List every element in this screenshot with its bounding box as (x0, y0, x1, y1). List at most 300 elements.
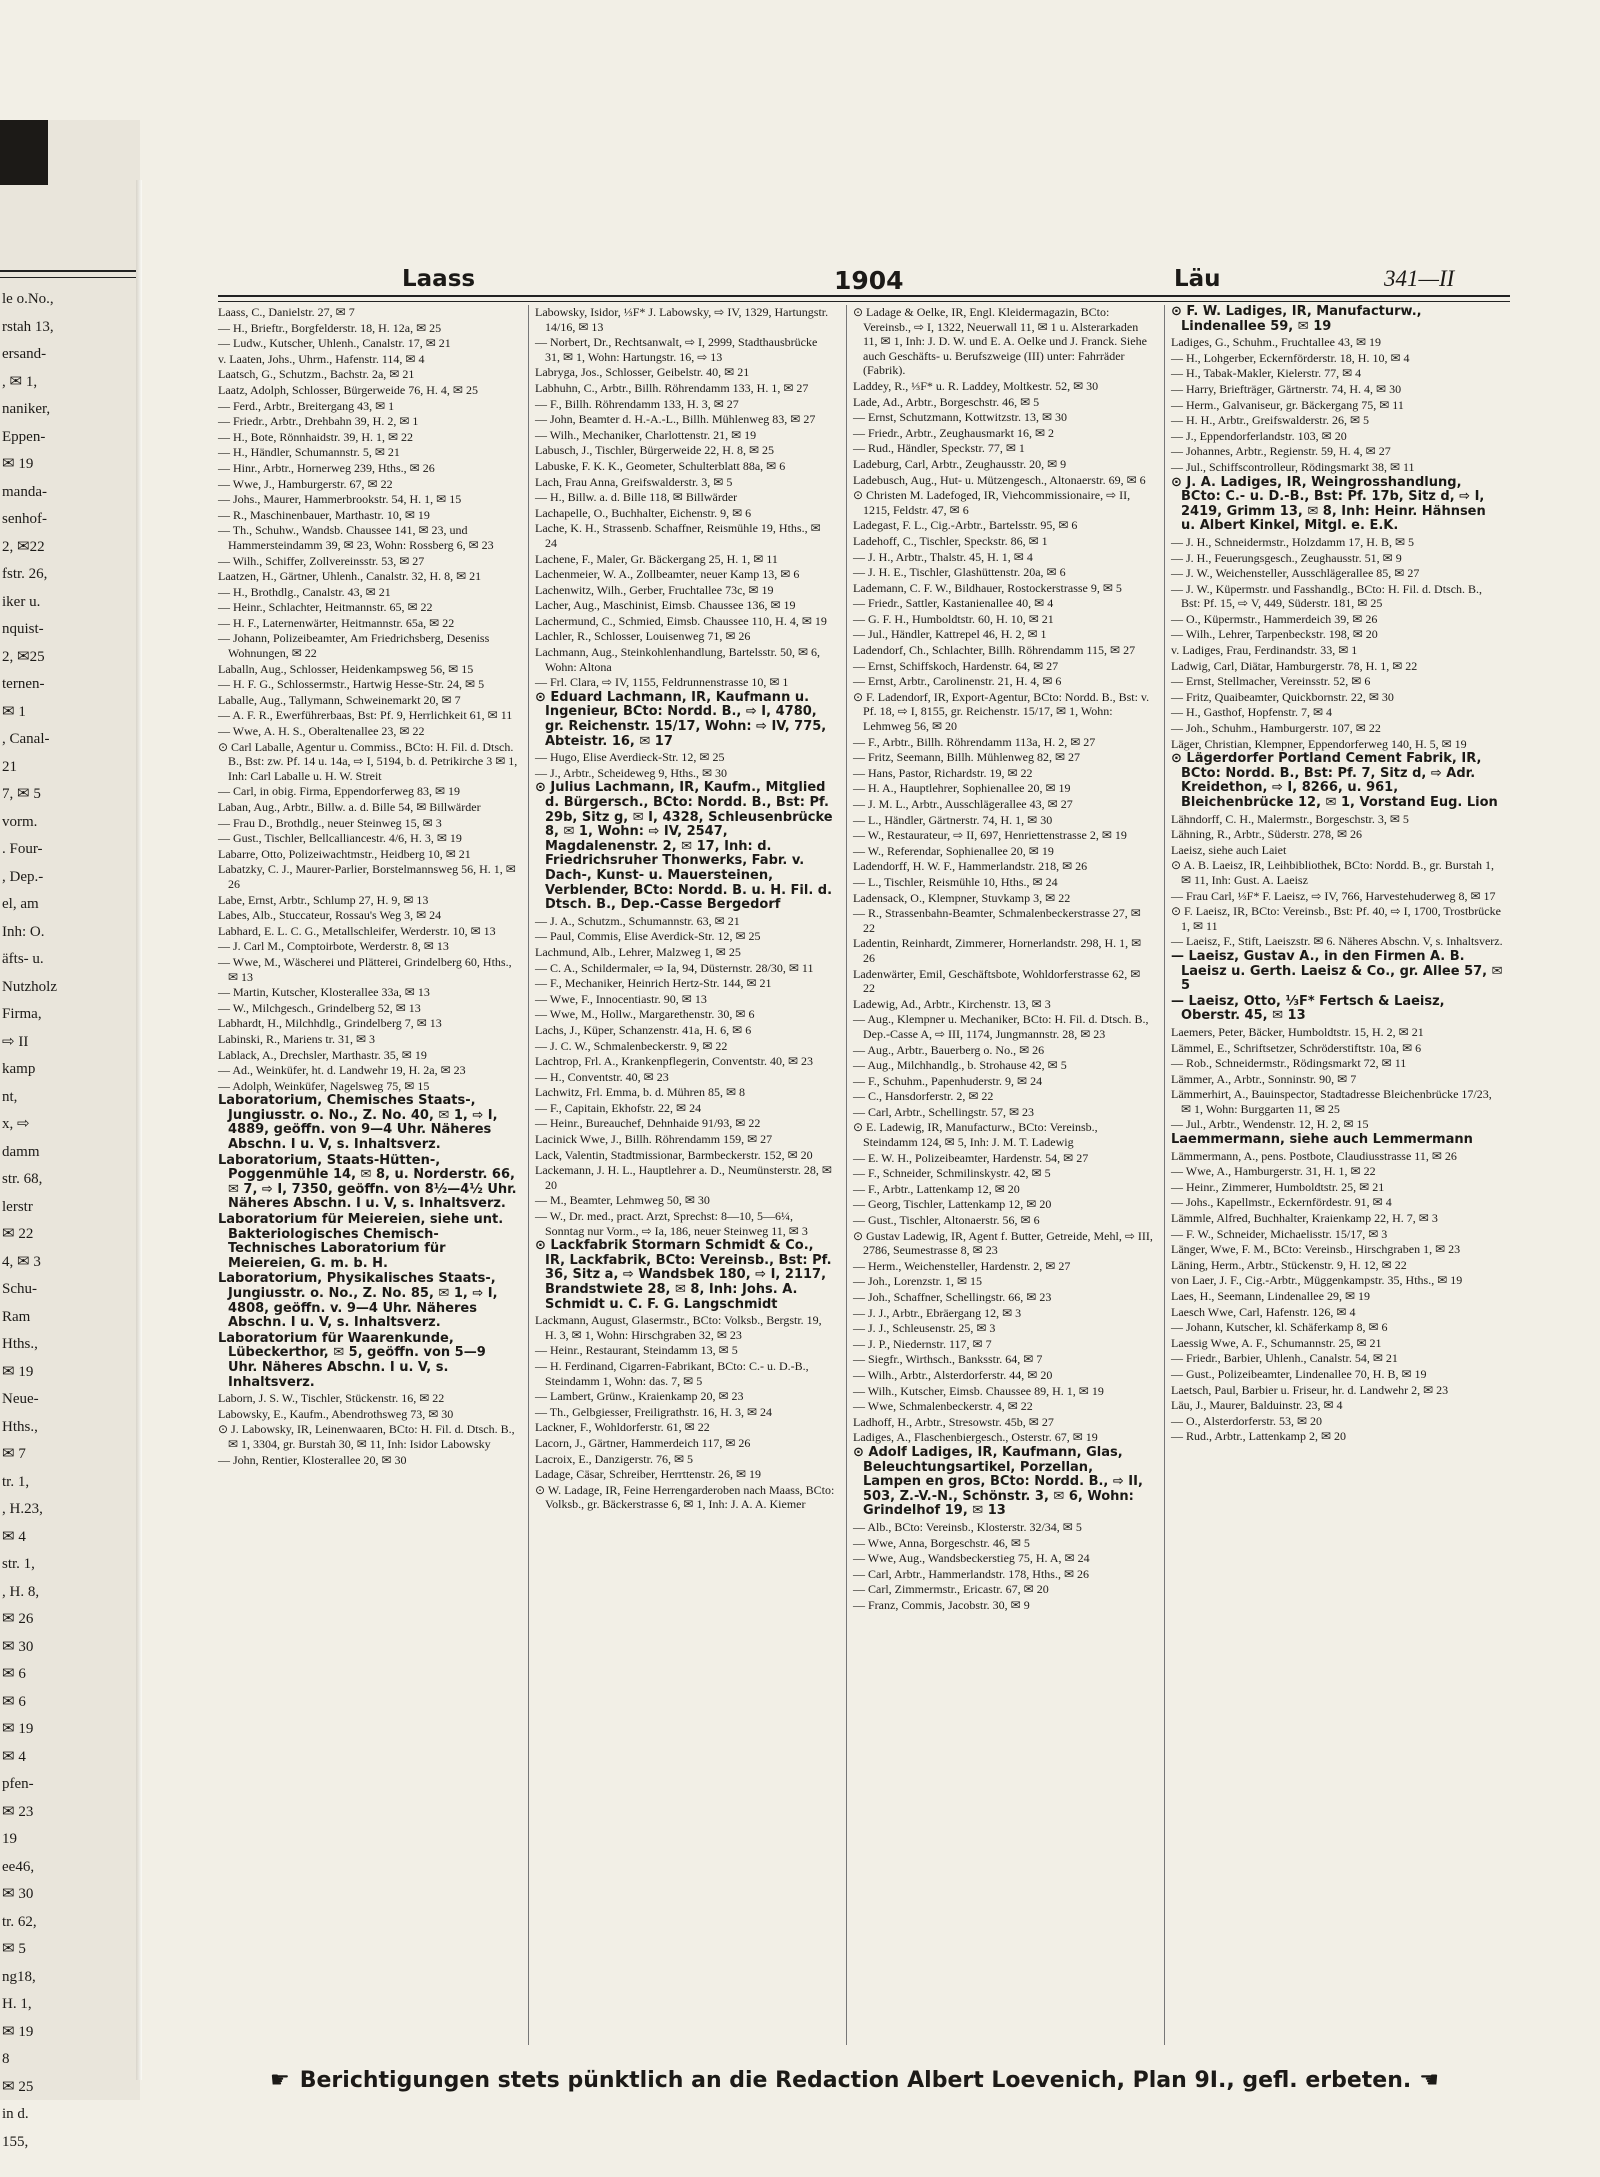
directory-entry: Lähning, R., Arbtr., Süderstr. 278, ✉ 26 (1171, 827, 1363, 842)
left-fragment-line: tr. 62, (2, 1913, 37, 1930)
left-fragment-line: , Canal- (2, 731, 50, 747)
directory-entry: — Wilh., Schiffer, Zollvereinsstr. 53, ✉ 27 (218, 553, 425, 568)
left-fragment-line: x, ⇨ (2, 1116, 30, 1132)
directory-entry: Lachs, J., Küper, Schanzenstr. 41a, H. 6, ✉ 6 (535, 1022, 752, 1037)
directory-column-1 (218, 305, 518, 2045)
directory-entry: Lachtrop, Frl. A., Krankenpflegerin, Conventstr. 40, ✉ 23 (535, 1054, 814, 1069)
directory-entry: — Carl, in obig. Firma, Eppendorferweg 83, ✉ 19 (218, 784, 461, 799)
directory-entry: — G. F. H., Humboldtstr. 60, H. 10, ✉ 21 (853, 611, 1054, 626)
directory-entry: Lachmund, Alb., Lehrer, Malzweg 1, ✉ 25 (535, 944, 741, 959)
directory-entry: — Aug., Milchhandlg., b. Strohause 42, ✉ 5 (853, 1058, 1067, 1073)
left-fragment-line: Hths., (2, 1336, 38, 1352)
directory-entry: — M., Beamter, Lehmweg 50, ✉ 30 (535, 1193, 710, 1208)
left-page-fragment (0, 120, 140, 2150)
directory-column-3 (846, 305, 1153, 2045)
left-fragment-line: 7, ✉ 5 (2, 786, 41, 802)
directory-entry: — Frau D., Brothdlg., neuer Steinweg 15, ✉ 3 (218, 815, 442, 830)
directory-entry: — Wwe, M., Hollw., Margarethenstr. 30, ✉ 6 (535, 1007, 755, 1022)
directory-entry: — H., Bote, Rönnhaidstr. 39, H. 1, ✉ 22 (218, 429, 414, 444)
directory-entry: Laessig Wwe, A. F., Schumannstr. 25, ✉ 21 (1171, 1335, 1382, 1350)
left-fragment-line: ersand- (2, 346, 47, 362)
directory-entry: ⊙ Carl Laballe, Agentur u. Commiss., BCto: H. Fil. d. Dtsch. B., Bst: zw. Pf. 14 u. 14a, ⇨ I, 5194, b. d. Petrikirche 3 ✉ 1, Inh: Carl Laballe u. H. W. Streit (218, 739, 518, 783)
directory-entry: — Wwe, J., Hamburgerstr. 67, ✉ 22 (218, 476, 393, 491)
header-year: 1904 (834, 266, 904, 295)
directory-entry: — H., Lohgerber, Eckernförderstr. 18, H. 10, ✉ 4 (1171, 350, 1410, 365)
directory-entry: Laboratorium für Waarenkunde, Lübeckerthor, ✉ 5, geöffn. von 5—9 Uhr. Näheres Abschn. I u. V, s. Inhaltsverz. (218, 1330, 486, 1390)
left-fragment-line: iker u. (2, 593, 41, 610)
directory-entry: Laesch Wwe, Carl, Hafenstr. 126, ✉ 4 (1171, 1304, 1356, 1319)
directory-entry: — E. W. H., Polizeibeamter, Hardenstr. 54, ✉ 27 (853, 1150, 1089, 1165)
directory-entry: v. Ladiges, Frau, Ferdinandstr. 33, ✉ 1 (1171, 643, 1358, 658)
left-fragment-line: ee46, (2, 1858, 35, 1875)
left-fragment-line: Nutzholz (2, 978, 57, 995)
left-fragment-line: fstr. 26, (2, 566, 48, 582)
directory-entry: — Franz, Commis, Jacobstr. 30, ✉ 9 (853, 1597, 1030, 1612)
directory-entry: — Johs., Maurer, Hammerbrookstr. 54, H. 1, ✉ 15 (218, 492, 462, 507)
directory-entry: — Martin, Kutscher, Klosterallee 33a, ✉ 13 (218, 985, 430, 1000)
directory-entry: — W., Referendar, Sophienallee 20, ✉ 19 (853, 843, 1054, 858)
header-left-word: Laass (402, 266, 476, 292)
directory-entry: Lacher, Aug., Maschinist, Eimsb. Chaussee 136, ✉ 19 (535, 598, 796, 613)
left-fragment-line: 19 (2, 1831, 17, 1847)
directory-entry: Ladwig, Carl, Diätar, Hamburgerstr. 78, H. 1, ✉ 22 (1171, 658, 1418, 673)
header-rule (218, 295, 1510, 302)
directory-entry: — F., Schuhm., Papenhuderstr. 9, ✉ 24 (853, 1073, 1043, 1088)
directory-entry: — Rob., Schneidermstr., Rödingsmarkt 72, ✉ 11 (1171, 1056, 1407, 1071)
directory-entry: — Frl. Clara, ⇨ IV, 1155, Feldrunnenstrasse 10, ✉ 1 (535, 675, 789, 690)
directory-entry: Lachenwitz, Wilh., Gerber, Fruchtallee 73c, ✉ 19 (535, 582, 774, 597)
directory-entry: Lachenmeier, W. A., Zollbeamter, neuer Kamp 13, ✉ 6 (535, 567, 800, 582)
directory-entry: — Ludw., Kutscher, Uhlenh., Canalstr. 17, ✉ 21 (218, 336, 451, 351)
directory-entry: — Wilh., Kutscher, Eimsb. Chaussee 89, H. 1, ✉ 19 (853, 1383, 1104, 1398)
directory-entry: — Th., Gelbgiesser, Freiligrathstr. 16, H. 3, ✉ 24 (535, 1404, 772, 1419)
directory-entry: Lachwitz, Frl. Emma, b. d. Mühren 85, ✉ 8 (535, 1085, 746, 1100)
left-fragment-line: Inh: O. (2, 923, 45, 940)
left-fragment-line: ✉ 19 (2, 1363, 34, 1380)
directory-entry: ⊙ F. Ladendorf, IR, Export-Agentur, BCto: Nordd. B., Bst: v. Pf. 18, ⇨ I, 8155, gr. Reichenstr. 15/17, ✉ 1, Wohn: Lehmweg 56, ✉ 20 (853, 689, 1150, 734)
directory-entry: — J. H. E., Tischler, Glashüttenstr. 20a, ✉ 6 (853, 565, 1066, 580)
footer-notice: Berichtigungen stets pünktlich an die Redaction Albert Loevenich, Plan 9I., gefl. erbeten. (299, 2068, 1412, 2093)
left-fragment-line: Schu- (2, 1281, 37, 1297)
directory-entry: — Ernst, Schutzmann, Kottwitzstr. 13, ✉ 30 (853, 410, 1068, 425)
directory-entry: Ladhoff, H., Arbtr., Stresowstr. 45b, ✉ 27 (853, 1414, 1054, 1429)
left-fragment-line: ✉ 5 (2, 1941, 26, 1957)
directory-entry: — Ernst, Arbtr., Carolinenstr. 21, H. 4, ✉ 6 (853, 674, 1062, 689)
directory-entry: Laemmermann, siehe auch Lemmermann (1171, 1132, 1473, 1148)
directory-entry: Lachler, R., Schlosser, Louisenweg 71, ✉ 26 (535, 629, 751, 644)
directory-column-2 (528, 305, 835, 2045)
left-fragment-line: 2, ✉22 (2, 538, 45, 555)
directory-entry: Lämmermann, A., pens. Postbote, Claudiusstrasse 11, ✉ 26 (1171, 1148, 1457, 1163)
left-fragment-line: äfts- u. (2, 951, 44, 967)
directory-entry: — Joh., Schuhm., Hamburgerstr. 107, ✉ 22 (1171, 721, 1381, 736)
directory-entry: — Wilh., Lehrer, Tarpenbeckstr. 198, ✉ 20 (1171, 627, 1378, 642)
left-fragment-line: ✉ 30 (2, 1886, 34, 1902)
directory-entry: Lacorn, J., Gärtner, Hammerdeich 117, ✉ 26 (535, 1435, 751, 1450)
left-page-dark-mark (0, 120, 48, 185)
directory-column-4 (1164, 305, 1503, 2045)
directory-entry: Läger, Christian, Klempner, Eppendorferweg 140, H. 5, ✉ 19 (1171, 736, 1467, 751)
directory-entry: Labowsky, E., Kaufm., Abendrothsweg 73, ✉ 30 (218, 1406, 454, 1421)
directory-entry: Labryga, Jos., Schlosser, Geibelstr. 40, ✉ 21 (535, 365, 750, 380)
left-fragment-line: ✉ 19 (2, 456, 34, 472)
directory-entry: Laboratorium, Physikalisches Staats-, Jungiusstr. o. No., Z. No. 85, ✉ 1, ⇨ I, 4808, geöffn. v. 9—4 Uhr. Näheres Abschn. I u. V, s. Inhaltsverz. (218, 1271, 498, 1331)
directory-entry: — O., Küpermstr., Hammerdeich 39, ✉ 26 (1171, 611, 1378, 626)
directory-entry: — Carl, Arbtr., Schellingstr. 57, ✉ 23 (853, 1104, 1035, 1119)
directory-entry: Ladage, Cäsar, Schreiber, Herrttenstr. 26, ✉ 19 (535, 1467, 762, 1482)
directory-entry: Lähndorff, C. H., Malermstr., Borgeschstr. 3, ✉ 5 (1171, 811, 1409, 826)
directory-entry: ⊙ Christen M. Ladefoged, IR, Viehcommissionaire, ⇨ II, 1215, Feldstr. 47, ✉ 6 (853, 488, 1131, 517)
left-fragment-line: 4, ✉ 3 (2, 1253, 41, 1270)
directory-entry: — Laeisz, Gustav A., in den Firmen A. B. Laeisz u. Gerth. Laeisz & Co., gr. Allee 57, ✉ 5 (1171, 948, 1503, 994)
directory-entry: Laass, C., Danielstr. 27, ✉ 7 (218, 305, 355, 319)
directory-entry: Labhuhn, C., Arbtr., Billh. Röhrendamm 133, H. 1, ✉ 27 (535, 380, 809, 395)
left-fragment-line: Ram (2, 1308, 31, 1325)
directory-entry: Laatzen, H., Gärtner, Uhlenh., Canalstr. 32, H. 8, ✉ 21 (218, 569, 482, 584)
directory-entry: Lämmer, A., Arbtr., Sonninstr. 90, ✉ 7 (1171, 1071, 1357, 1086)
directory-entry: — Norbert, Dr., Rechtsanwalt, ⇨ I, 2999, Stadthausbrücke 31, ✉ 1, Wohn: Hartungstr. 16, ⇨ 13 (535, 335, 818, 364)
directory-entry: — J. Carl M., Comptoirbote, Werderstr. 8, ✉ 13 (218, 939, 449, 954)
directory-entry: Lackner, F., Wohldorferstr. 61, ✉ 22 (535, 1420, 710, 1435)
directory-entry: — F., Arbtr., Lattenkamp 12, ✉ 20 (853, 1181, 1020, 1196)
directory-entry: — Wwe, Anna, Borgeschstr. 46, ✉ 5 (853, 1535, 1030, 1550)
left-fragment-line: , Dep.- (2, 868, 44, 885)
left-fragment-line: 21 (2, 758, 17, 775)
directory-entry: Laballe, Aug., Tallymann, Schweinemarkt 20, ✉ 7 (218, 692, 461, 707)
directory-entry: — H., Händler, Schumannstr. 5, ✉ 21 (218, 445, 400, 460)
directory-entry: — Gust., Polizeibeamter, Lindenallee 70, H. B, ✉ 19 (1171, 1366, 1427, 1381)
left-fragment-line: ✉ 23 (2, 1803, 34, 1820)
directory-entry: — Siegfr., Wirthsch., Banksstr. 64, ✉ 7 (853, 1352, 1043, 1367)
directory-entry: — J. W., Küpermstr. und Fasshandlg., BCto: H. Fil. d. Dtsch. B., Bst: Pf. 15, ⇨ V, 449, Süderstr. 181, ✉ 25 (1171, 581, 1483, 611)
directory-entry: — Georg, Tischler, Lattenkamp 12, ✉ 20 (853, 1197, 1052, 1212)
directory-entry: — Rud., Händler, Speckstr. 77, ✉ 1 (853, 441, 1025, 456)
directory-entry: — Alb., BCto: Vereinsb., Klosterstr. 32/34, ✉ 5 (853, 1519, 1082, 1534)
left-fragment-line: 8 (2, 2051, 10, 2067)
directory-entry: ⊙ Gustav Ladewig, IR, Agent f. Butter, Getreide, Mehl, ⇨ III, 2786, Seumestrasse 8, ✉ 23 (853, 1228, 1153, 1258)
left-fragment-line: senhof- (2, 511, 47, 527)
directory-entry: — Jul., Arbtr., Wendenstr. 12, H. 2, ✉ 15 (1171, 1117, 1369, 1132)
directory-entry: — W., Milchgesch., Grindelberg 52, ✉ 13 (218, 1000, 421, 1015)
left-fragment-line: ✉ 4 (2, 1528, 26, 1545)
directory-entry: Lache, K. H., Strassenb. Schaffner, Reismühle 19, Hths., ✉ 24 (535, 521, 821, 550)
directory-entry: ⊙ Lägerdorfer Portland Cement Fabrik, IR, BCto: Nordd. B., Bst: Pf. 7, Sitz d, ⇨ Adr. Kreidethon, ⇨ I, 8266, u. 961, Bleichenbrücke 12, ✉ 1, Vorstand Eug. Lion (1171, 751, 1498, 810)
directory-entry: — Joh., Schaffner, Schellingstr. 66, ✉ 23 (853, 1290, 1052, 1304)
left-fragment-line: nquist- (2, 621, 44, 637)
directory-entry: — Johannes, Arbtr., Regienstr. 59, H. 4, ✉ 27 (1171, 444, 1391, 459)
directory-entry: Lämmle, Alfred, Buchhalter, Kraienkamp 22, H. 7, ✉ 3 (1171, 1211, 1438, 1226)
left-fragment-line: ternen- (2, 676, 45, 692)
directory-entry: — J. P., Niedernstr. 117, ✉ 7 (853, 1336, 992, 1351)
directory-entry: — J. J., Schleusenstr. 25, ✉ 3 (853, 1321, 996, 1336)
directory-entry: von Laer, J. F., Cig.-Arbtr., Müggenkampstr. 35, Hths., ✉ 19 (1171, 1273, 1463, 1288)
directory-entry: — Heinr., Bureauchef, Dehnhaide 91/93, ✉ 22 (535, 1116, 761, 1131)
directory-entry: — Lambert, Grünw., Kraienkamp 20, ✉ 23 (535, 1389, 744, 1404)
directory-entry: — F., Billh. Röhrendamm 133, H. 3, ✉ 27 (535, 396, 739, 411)
directory-entry: — Gust., Tischler, Bellcalliancestr. 4/6, H. 3, ✉ 19 (218, 831, 462, 846)
left-fragment-line: Hths., (2, 1418, 38, 1435)
directory-entry: — H., Tabak-Makler, Kielerstr. 77, ✉ 4 (1171, 366, 1362, 381)
directory-entry: — Laeisz, F., Stift, Laeiszstr. ✉ 6. Näheres Abschn. V, s. Inhaltsverz. (1171, 934, 1503, 949)
directory-entry: Laballn, Aug., Schlosser, Heidenkampsweg 56, ✉ 15 (218, 661, 474, 676)
directory-entry: Labhardt, H., Milchhdlg., Grindelberg 7, ✉ 13 (218, 1016, 442, 1031)
directory-entry: — Joh., Lorenzstr. 1, ✉ 15 (853, 1274, 983, 1289)
left-fragment-line: str. 68, (2, 1171, 43, 1187)
left-fragment-line: ✉ 19 (2, 1721, 34, 1737)
directory-entry: — Wwe, F., Innocentiastr. 90, ✉ 13 (535, 991, 707, 1006)
directory-entry: — Wwe, M., Wäscherei und Plätterei, Grindelberg 60, Hths., ✉ 13 (218, 954, 512, 984)
directory-entry: — Carl, Arbtr., Hammerlandstr. 178, Hths., ✉ 26 (853, 1566, 1090, 1581)
directory-entry: — H. F. G., Schlossermstr., Hartwig Hesse-Str. 24, ✉ 5 (218, 677, 485, 692)
directory-entry: ⊙ Julius Lachmann, IR, Kaufm., Mitglied d. Bürgersch., BCto: Nordd. B., Bst: Pf. 29b, Sitz g, ✉ I, 4328, Schleusenbrücke 8, ✉ 1, Wohn: ⇨ IV, 2547, Magdalenenstr. 2, ✉ 17, Inh: d. Friedrichsruher Thonwerks, Fabr. v. Dach-, Kunst- u. Mauersteinen, Verblender, BCto: Nordd. B. u. H. Fil. d. Dtsch. B., Dep.-Casse Bergedorf (535, 780, 833, 913)
directory-entry: — F., Arbtr., Billh. Röhrendamm 113a, H. 2, ✉ 27 (853, 734, 1096, 749)
directory-entry: Lack, Valentin, Stadtmissionar, Barmbeckerstr. 152, ✉ 20 (535, 1147, 813, 1162)
directory-entry: — L., Tischler, Reismühle 10, Hths., ✉ 24 (853, 874, 1058, 889)
directory-entry: — J. W., Weichensteller, Ausschlägerallee 85, ✉ 27 (1171, 566, 1420, 581)
directory-entry: — Frau Carl, ⅓F* F. Laeisz, ⇨ IV, 766, Harvestehuderweg 8, ✉ 17 (1171, 888, 1496, 903)
directory-entry: Lackemann, J. H. L., Hauptlehrer a. D., Neumünsterstr. 28, ✉ 20 (535, 1163, 832, 1192)
directory-entry: — Johs., Kapellmstr., Eckernfördestr. 91, ✉ 4 (1171, 1195, 1392, 1210)
page-header (224, 266, 1584, 298)
directory-entry: Laboratorium, Chemisches Staats-, Jungiusstr. o. No., Z. No. 40, ✉ 1, ⇨ I, 4889, geöffn. von 9—4 Uhr. Näheres Abschn. I u. V, s. Inhaltsverz. (218, 1093, 498, 1153)
directory-entry: Labinski, R., Mariens tr. 31, ✉ 3 (218, 1031, 376, 1046)
directory-entry: — Ernst, Schiffskoch, Hardenstr. 64, ✉ 27 (853, 658, 1059, 673)
directory-entry: Lämmerhirt, A., Bauinspector, Stadtadresse Bleichenbrücke 17/23, ✉ 1, Wohn: Burggarten 11, ✉ 25 (1171, 1087, 1492, 1116)
directory-entry: Lacinick Wwe, J., Billh. Röhrendamm 159, ✉ 27 (535, 1132, 773, 1147)
left-fragment-line: 2, ✉25 (2, 648, 45, 665)
directory-entry: — Paul, Commis, Elise Averdick-Str. 12, ✉ 25 (535, 929, 761, 944)
directory-entry: Labuske, F. K. K., Geometer, Schulterblatt 88a, ✉ 6 (535, 458, 786, 473)
left-fragment-line: Firma, (2, 1006, 42, 1022)
directory-entry: Lämmel, E., Schriftsetzer, Schröderstiftstr. 10a, ✉ 6 (1171, 1040, 1422, 1055)
left-fragment-line: ✉ 6 (2, 1693, 26, 1710)
directory-entry: — C. A., Schildermaler, ⇨ Ia, 94, Düsternstr. 28/30, ✉ 11 (535, 960, 814, 975)
directory-entry: Ladebusch, Aug., Hut- u. Mützengesch., Altonaerstr. 69, ✉ 6 (853, 472, 1146, 487)
left-fragment-line: , ✉ 1, (2, 373, 38, 390)
left-fragment-line: rstah 13, (2, 318, 54, 335)
directory-entry: Laatz, Adolph, Schlosser, Bürgerweide 76, H. 4, ✉ 25 (218, 382, 478, 397)
directory-entry: — Heinr., Schlachter, Heitmannstr. 65, ✉ 22 (218, 600, 433, 615)
directory-entry: — H., Gasthof, Hopfenstr. 7, ✉ 4 (1171, 705, 1333, 720)
left-fragment-line: le o.No., (2, 291, 54, 307)
directory-entry: — Adolph, Weinküfer, Nagelsweg 75, ✉ 15 (218, 1078, 430, 1093)
directory-entry: ⊙ E. Ladewig, IR, Manufacturw., BCto: Vereinsb., Steindamm 124, ✉ 5, Inh: J. M. T. Ladewig (853, 1120, 1098, 1150)
directory-entry: Labowsky, Isidor, ⅓F* J. Labowsky, ⇨ IV, 1329, Hartungstr. 14/16, ✉ 13 (535, 305, 829, 334)
directory-entry: — Carl, Zimmermstr., Ericastr. 67, ✉ 20 (853, 1582, 1049, 1597)
left-fragment-line: str. 1, (2, 1556, 35, 1572)
directory-entry: Labatzky, C. J., Maurer-Parlier, Borstelmannsweg 56, H. 1, ✉ 26 (218, 862, 516, 891)
directory-entry: — Fritz, Seemann, Billh. Mühlenweg 82, ✉ 27 (853, 750, 1081, 765)
directory-entry: — Th., Schuhw., Wandsb. Chaussee 141, ✉ 23, und Hammersteindamm 39, ✉ 23, Wohn: Rossberg 6, ✉ 23 (218, 523, 494, 552)
directory-entry: — F. W., Schneider, Michaelisstr. 15/17, ✉ 3 (1171, 1226, 1388, 1241)
directory-entry: ⊙ Lackfabrik Stormarn Schmidt & Co., IR, Lackfabrik, BCto: Vereinsb., Bst: Pf. 36, Sitz a, ⇨ Wandsbek 180, ⇨ I, 2117, Brandstwiete 28, ✉ 8, Inh: Johs. A. Schmidt u. C. F. G. Langschmidt (535, 1238, 832, 1312)
directory-entry: Ladewig, Ad., Arbtr., Kirchenstr. 13, ✉ 3 (853, 996, 1051, 1011)
left-fragment-line: lerstr (2, 1198, 33, 1215)
left-fragment-line: tr. 1, (2, 1473, 30, 1490)
directory-entry: Lademann, C. F. W., Bildhauer, Rostockerstrasse 9, ✉ 5 (853, 580, 1122, 595)
left-fragment-line: ✉ 7 (2, 1446, 26, 1462)
directory-entry: ⊙ Ladage & Oelke, IR, Engl. Kleidermagazin, BCto: Vereinsb., ⇨ I, 1322, Neuerwall 11, ✉ 1 u. Alsterarkaden 11, ✉ 1, Inh: J. D. W. und E. A. Oelke und J. Franck. Siehe auch Geschäfts- u. Berufszweige (III) unter: Fahrräder (Fabrik). (853, 305, 1147, 378)
directory-entry: — F., Mechaniker, Heinrich Hertz-Str. 144, ✉ 21 (535, 976, 772, 991)
pointing-hand-left-icon: ☚ (1419, 2068, 1439, 2093)
directory-entry: — Ad., Weinküfer, ht. d. Landwehr 19, H. 2a, ✉ 23 (218, 1063, 466, 1078)
directory-entry: — J. H., Feuerungsgesch., Zeughausstr. 51, ✉ 9 (1171, 550, 1402, 565)
directory-entry: Ladiges, G., Schuhm., Fruchtallee 43, ✉ 19 (1171, 335, 1382, 350)
header-page-number: 341—II (1384, 266, 1455, 291)
directory-entry: Lachapelle, O., Buchhalter, Eichenstr. 9, ✉ 6 (535, 505, 752, 520)
directory-entry: — Wwe, Aug., Wandsbeckerstieg 75, H. A, ✉ 24 (853, 1551, 1090, 1566)
directory-entry: — H., Billw. a. d. Bille 118, ✉ Billwärder (535, 490, 738, 505)
directory-entry: — Fritz, Quaibeamter, Quickbornstr. 22, ✉ 30 (1171, 689, 1394, 704)
directory-entry: Ladentin, Reinhardt, Zimmerer, Hornerlandstr. 298, H. 1, ✉ 26 (853, 936, 1142, 965)
directory-entry: Labe, Ernst, Arbtr., Schlump 27, H. 9, ✉ 13 (218, 892, 429, 907)
directory-entry: — J. A., Schutzm., Schumannstr. 63, ✉ 21 (535, 913, 740, 928)
directory-entry: Ladegast, F. L., Cig.-Arbtr., Bartelsstr. 95, ✉ 6 (853, 518, 1078, 533)
page-gutter (136, 180, 142, 2080)
directory-entry: — Hugo, Elise Averdieck-Str. 12, ✉ 25 (535, 750, 725, 765)
directory-entry: — J. H., Schneidermstr., Holzdamm 17, H. B, ✉ 5 (1171, 534, 1415, 549)
directory-entry: Laborn, J. S. W., Tischler, Stückenstr. 16, ✉ 22 (218, 1391, 445, 1406)
left-fragment-line: 155, (2, 2133, 29, 2150)
directory-entry: Laeisz, siehe auch Laiet (1171, 842, 1287, 857)
directory-entry: — H. F., Laternenwärter, Heitmannstr. 65a, ✉ 22 (218, 615, 455, 630)
directory-entry: — Ferd., Arbtr., Breitergang 43, ✉ 1 (218, 398, 395, 413)
page-footer (270, 2068, 1500, 2100)
directory-entry: — O., Alsterdorferstr. 53, ✉ 20 (1171, 1413, 1323, 1428)
left-fragment-line: ✉ 22 (2, 1226, 34, 1242)
directory-entry: Läning, Herm., Arbtr., Stückenstr. 9, H. 12, ✉ 22 (1171, 1257, 1407, 1272)
directory-entry: Laemers, Peter, Bäcker, Humboldtstr. 15, H. 2, ✉ 21 (1171, 1024, 1424, 1039)
directory-entry: Ladendorff, H. W. F., Hammerlandstr. 218, ✉ 26 (853, 859, 1088, 874)
directory-entry: — J., Eppendorferlandstr. 103, ✉ 20 (1171, 428, 1347, 443)
directory-entry: Ladendorf, Ch., Schlachter, Billh. Röhrendamm 115, ✉ 27 (853, 643, 1136, 658)
directory-entry: — John, Rentier, Klosterallee 20, ✉ 30 (218, 1452, 407, 1467)
directory-entry: Lach, Frau Anna, Greifswalderstr. 3, ✉ 5 (535, 474, 733, 489)
directory-entry: Laatsch, G., Schutzm., Bachstr. 2a, ✉ 21 (218, 367, 415, 382)
directory-entry: Laboratorium für Meiereien, siehe unt. Bakteriologisches Chemisch-Technisches Laboratorium für Meiereien, G. m. b. H. (218, 1212, 504, 1271)
directory-entry: — Ernst, Stellmacher, Vereinsstr. 52, ✉ 6 (1171, 674, 1371, 689)
left-fragment-line: H. 1, (2, 1996, 32, 2012)
directory-entry: ⊙ W. Ladage, IR, Feine Herrengarderoben nach Maass, BCto: Volksb., gr. Bäckerstrasse 6, ✉ 1, Inh: J. A. A. Kiemer (535, 1482, 835, 1512)
left-page-header-rule (0, 270, 140, 278)
directory-entry: — F., Capitain, Ekhofstr. 22, ✉ 24 (535, 1100, 702, 1115)
directory-entry: Ladenwärter, Emil, Geschäftsbote, Wohldorferstrasse 62, ✉ 22 (853, 966, 1141, 996)
directory-entry: Ladiges, A., Flaschenbiergesch., Osterstr. 67, ✉ 19 (853, 1430, 1098, 1445)
left-fragment-line: ⇨ II (2, 1033, 29, 1050)
directory-entry: Labusch, J., Tischler, Bürgerweide 22, H. 8, ✉ 25 (535, 443, 774, 458)
directory-entry: — Hans, Pastor, Richardstr. 19, ✉ 22 (853, 765, 1033, 780)
directory-entry: Ladehoff, C., Tischler, Speckstr. 86, ✉ 1 (853, 533, 1048, 548)
directory-entry: — H., Brothdlg., Canalstr. 43, ✉ 21 (218, 584, 391, 599)
directory-entry: ⊙ Adolf Ladiges, IR, Kaufmann, Glas, Beleuchtungsartikel, Porzellan, Lampen en gros, BCto: Nordd. B., ⇨ II, 503, Z.-V.-N., Schönstr. 3, ✉ 6, Wohn: Grindelhof 19, ✉ 13 (853, 1444, 1143, 1519)
directory-entry: — Hinr., Arbtr., Hornerweg 239, Hths., ✉ 26 (218, 460, 435, 475)
directory-entry: — J. J., Arbtr., Ebräergang 12, ✉ 3 (853, 1305, 1022, 1320)
directory-entry: — Johann, Kutscher, kl. Schäferkamp 8, ✉ 6 (1171, 1320, 1388, 1335)
directory-entry: — H., Conventstr. 40, ✉ 23 (535, 1069, 669, 1084)
left-fragment-line: Eppen- (2, 428, 46, 445)
left-fragment-line: ✉ 25 (2, 2078, 34, 2095)
directory-entry: Lablack, A., Drechsler, Marthastr. 35, ✉ 19 (218, 1047, 427, 1062)
directory-entry: Ladeburg, Carl, Arbtr., Zeughausstr. 20, ✉ 9 (853, 456, 1067, 471)
directory-entry: — A. F. R., Ewerführerbaas, Bst: Pf. 9, Herrlichkeit 61, ✉ 11 (218, 708, 513, 723)
directory-entry: Laddey, R., ⅓F* u. R. Laddey, Moltkestr. 52, ✉ 30 (853, 378, 1099, 393)
directory-entry: — H. H., Arbtr., Greifswalderstr. 26, ✉ 5 (1171, 413, 1370, 428)
left-fragment-line: Neue- (2, 1391, 39, 1407)
directory-entry: Laetsch, Paul, Barbier u. Friseur, hr. d. Landwehr 2, ✉ 23 (1171, 1382, 1449, 1397)
directory-entry: — Gust., Tischler, Altonaerstr. 56, ✉ 6 (853, 1213, 1040, 1228)
left-fragment-line: naniker, (2, 401, 51, 417)
directory-entry: Lachermund, C., Schmied, Eimsb. Chaussee 110, H. 4, ✉ 19 (535, 613, 827, 628)
left-fragment-line: ✉ 1 (2, 703, 26, 720)
left-fragment-line: , H. 8, (2, 1583, 40, 1600)
directory-entry: — Herm., Weichensteller, Hardenstr. 2, ✉ 27 (853, 1258, 1071, 1273)
directory-entry: ⊙ Eduard Lachmann, IR, Kaufmann u. Ingenieur, BCto: Nordd. B., ⇨ I, 4780, gr. Reichenstr. 15/17, Wohn: ⇨ IV, 775, Abteistr. 16, ✉ 17 (535, 689, 827, 749)
left-fragment-line: ng18, (2, 1968, 36, 1985)
directory-entry: — J., Arbtr., Scheideweg 9, Hths., ✉ 30 (535, 765, 728, 780)
directory-entry: — J. C. W., Schmalenbeckerstr. 9, ✉ 22 (535, 1038, 728, 1053)
directory-entry: — Wwe, Schmalenbeckerstr. 4, ✉ 22 (853, 1399, 1033, 1414)
directory-entry: — Laeisz, Otto, ⅓F* Fertsch & Laeisz, Oberstr. 45, ✉ 13 (1171, 993, 1445, 1024)
directory-entry: — Jul., Schiffscontrolleur, Rödingsmarkt 38, ✉ 11 (1171, 459, 1415, 474)
directory-entry: ⊙ F. Laeisz, IR, BCto: Vereinsb., Bst: Pf. 40, ⇨ I, 1700, Trostbrücke 1, ✉ 11 (1171, 904, 1501, 933)
directory-entry: Läu, J., Maurer, Balduinstr. 23, ✉ 4 (1171, 1398, 1343, 1413)
directory-entry: — R., Strassenbahn-Beamter, Schmalenbeckerstrasse 27, ✉ 22 (853, 906, 1141, 935)
directory-entry: — Johann, Polizeibeamter, Am Friedrichsberg, Deseniss Wohnungen, ✉ 22 (218, 631, 490, 661)
directory-entry: — Jul., Händler, Kattrepel 46, H. 2, ✉ 1 (853, 627, 1047, 642)
directory-entry: — Harry, Briefträger, Gärtnerstr. 74, H. 4, ✉ 30 (1171, 381, 1402, 396)
directory-entry: — L., Händler, Gärtnerstr. 74, H. 1, ✉ 30 (853, 812, 1053, 827)
directory-entry: — W., Dr. med., pract. Arzt, Sprechst: 8—10, 5—6¼, Sonntag nur Vorm., ⇨ Ia, 186, neuer Steinweg 11, ✉ 3 (535, 1209, 808, 1238)
directory-entry: — Aug., Arbtr., Bauerberg o. No., ✉ 26 (853, 1042, 1045, 1057)
directory-entry: — Heinr., Zimmerer, Humboldtstr. 25, ✉ 21 (1171, 1179, 1385, 1194)
directory-entry: — J. H., Arbtr., Thalstr. 45, H. 1, ✉ 4 (853, 549, 1033, 564)
left-fragment-line: ✉ 4 (2, 1748, 26, 1765)
left-fragment-line: el, am (2, 896, 39, 912)
directory-entry: — W., Restaurateur, ⇨ II, 697, Henriettenstrasse 2, ✉ 19 (853, 828, 1127, 843)
directory-entry: — Friedr., Arbtr., Drehbahn 39, H. 2, ✉ 1 (218, 414, 419, 429)
directory-entry: Lade, Ad., Arbtr., Borgeschstr. 46, ✉ 5 (853, 394, 1040, 409)
directory-entry: — Wilh., Arbtr., Alsterdorferstr. 44, ✉ 20 (853, 1367, 1053, 1382)
directory-entry: Lackmann, August, Glasermstr., BCto: Volksb., Bergstr. 19, H. 3, ✉ 1, Wohn: Hirschgraben 32, ✉ 23 (535, 1313, 822, 1342)
directory-entry: — Wwe, A. H. S., Oberaltenallee 23, ✉ 22 (218, 724, 425, 739)
directory-entry: — H., Brieftr., Borgfelderstr. 18, H. 12a, ✉ 25 (218, 320, 442, 335)
directory-entry: — Friedr., Arbtr., Zeughausmarkt 16, ✉ 2 (853, 425, 1055, 440)
directory-entry: Laban, Aug., Arbtr., Billw. a. d. Bille 54, ✉ Billwärder (218, 800, 481, 814)
left-fragment-line: damm (2, 1143, 40, 1160)
left-fragment-line: , H.23, (2, 1501, 43, 1517)
directory-entry: ⊙ J. Labowsky, IR, Leinenwaaren, BCto: H. Fil. d. Dtsch. B., ✉ 1, 3304, gr. Burstah 30, ✉ 11, Inh: Isidor Labowsky (218, 1422, 515, 1451)
directory-entry: — J. M. L., Arbtr., Ausschlägerallee 43, ✉ 27 (853, 797, 1073, 811)
left-fragment-line: nt, (2, 1088, 18, 1105)
left-fragment-line: ✉ 26 (2, 1611, 34, 1627)
directory-entry: Labes, Alb., Stuccateur, Rossau's Weg 3, ✉ 24 (218, 908, 442, 923)
directory-entry: — F., Schneider, Schmilinskystr. 42, ✉ 5 (853, 1166, 1051, 1181)
directory-entry: — H. Ferdinand, Cigarren-Fabrikant, BCto: C.- u. D.-B., Steindamm 1, Wohn: das. 7, ✉ 5 (535, 1358, 809, 1388)
directory-entry: ⊙ A. B. Laeisz, IR, Leihbibliothek, BCto: Nordd. B., gr. Burstah 1, ✉ 11, Inh: Gust. A. Laeisz (1171, 858, 1495, 887)
directory-entry: — Rud., Arbtr., Lattenkamp 2, ✉ 20 (1171, 1429, 1347, 1444)
header-right-word: Läu (1174, 266, 1221, 292)
left-fragment-line: manda- (2, 483, 47, 500)
directory-entry: Laes, H., Seemann, Lindenallee 29, ✉ 19 (1171, 1289, 1370, 1303)
directory-entry: ⊙ J. A. Ladiges, IR, Weingrosshandlung, BCto: C.- u. D.-B., Bst: Pf. 17b, Sitz d, ⇨ I, 2419, Grimm 13, ✉ 8, Inh: Heinr. Hähnsen u. Albert Kinkel, Mitgl. e. E.K. (1171, 474, 1486, 534)
left-fragment-line: kamp (2, 1061, 36, 1077)
directory-entry: Lachmann, Aug., Steinkohlenhandlung, Bartelsstr. 50, ✉ 6, Wohn: Altona (535, 645, 821, 674)
directory-entry: — Herm., Galvaniseur, gr. Bäckergang 75, ✉ 11 (1171, 397, 1404, 412)
left-fragment-line: . Four- (2, 841, 43, 857)
directory-entry: ⊙ F. W. Ladiges, IR, Manufacturw., Lindenallee 59, ✉ 19 (1171, 304, 1422, 334)
directory-entry: — Friedr., Sattler, Kastanienallee 40, ✉ 4 (853, 596, 1054, 611)
directory-entry: Ladensack, O., Klempner, Stuvkamp 3, ✉ 22 (853, 890, 1071, 905)
